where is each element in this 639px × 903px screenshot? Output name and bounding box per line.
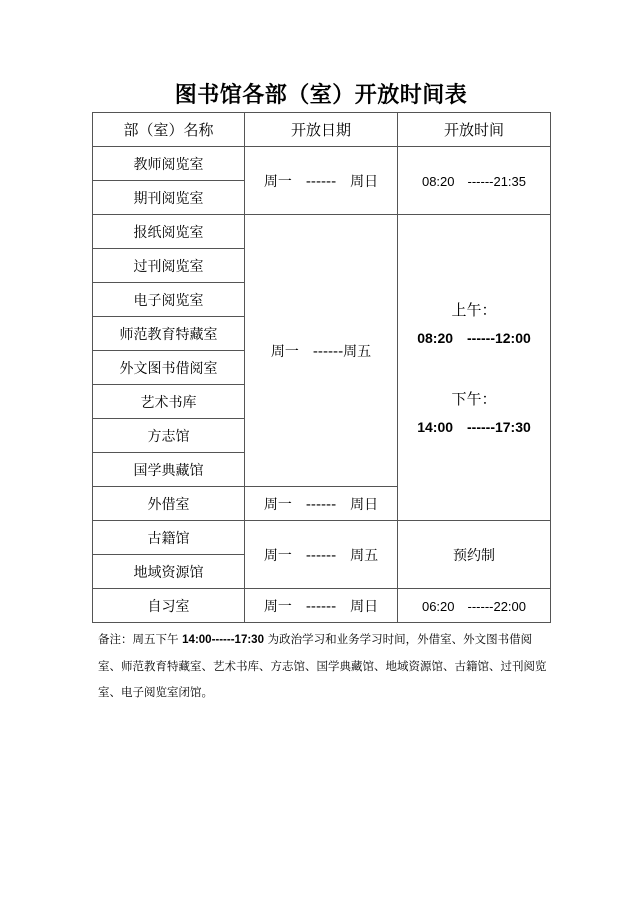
room-name: 外文图书借阅室 xyxy=(93,351,245,385)
open-hours: 预约制 xyxy=(398,521,551,589)
room-name: 过刊阅览室 xyxy=(93,249,245,283)
table-row xyxy=(93,147,551,181)
pm-label: 下午： xyxy=(451,389,497,408)
schedule-table xyxy=(92,112,551,623)
footnote-text: 为政治学习和业务学习时间，外借室、外文图书借阅室、师范教育特藏室、艺术书库、方志馆、国学典藏馆、地域资源馆、古籍馆、过刊阅览室、电子阅览室闭馆。 xyxy=(98,632,547,699)
room-name: 期刊阅览室 xyxy=(93,181,245,215)
room-name: 古籍馆 xyxy=(93,521,245,555)
room-name: 电子阅览室 xyxy=(93,283,245,317)
room-name: 地域资源馆 xyxy=(93,555,245,589)
header-days: 开放日期 xyxy=(245,113,398,147)
open-days: 周一 ------ 周日 xyxy=(245,147,398,215)
open-days: 周一 ------周五 xyxy=(245,215,398,487)
room-name: 艺术书库 xyxy=(93,385,245,419)
pm-hours: 14:00 ------17:30 xyxy=(417,418,531,435)
room-name: 国学典藏馆 xyxy=(93,453,245,487)
page-title: 图书馆各部（室）开放时间表 xyxy=(174,82,468,108)
room-name: 外借室 xyxy=(93,487,245,521)
table-row xyxy=(93,589,551,623)
am-label: 上午： xyxy=(451,300,497,319)
room-name: 方志馆 xyxy=(93,419,245,453)
room-name: 报纸阅览室 xyxy=(93,215,245,249)
room-name: 自习室 xyxy=(93,589,245,623)
table-row xyxy=(93,215,551,249)
footnote-prefix: 备注：周五下午 xyxy=(98,632,183,646)
open-hours-split xyxy=(398,215,551,521)
footnote-time: 14:00------17:30 xyxy=(182,634,264,646)
header-hours: 开放时间 xyxy=(398,113,551,147)
table-row xyxy=(93,521,551,555)
open-days: 周一 ------ 周日 xyxy=(245,589,398,623)
open-hours: 08:20 ------21:35 xyxy=(398,147,551,215)
open-days: 周一 ------ 周五 xyxy=(245,521,398,589)
room-name: 教师阅览室 xyxy=(93,147,245,181)
footnote xyxy=(98,626,550,705)
open-hours: 06:20 ------22:00 xyxy=(398,589,551,623)
header-row xyxy=(93,113,551,147)
header-room: 部（室）名称 xyxy=(93,113,245,147)
open-days: 周一 ------ 周日 xyxy=(245,487,398,521)
room-name: 师范教育特藏室 xyxy=(93,317,245,351)
am-hours: 08:20 ------12:00 xyxy=(417,329,531,346)
